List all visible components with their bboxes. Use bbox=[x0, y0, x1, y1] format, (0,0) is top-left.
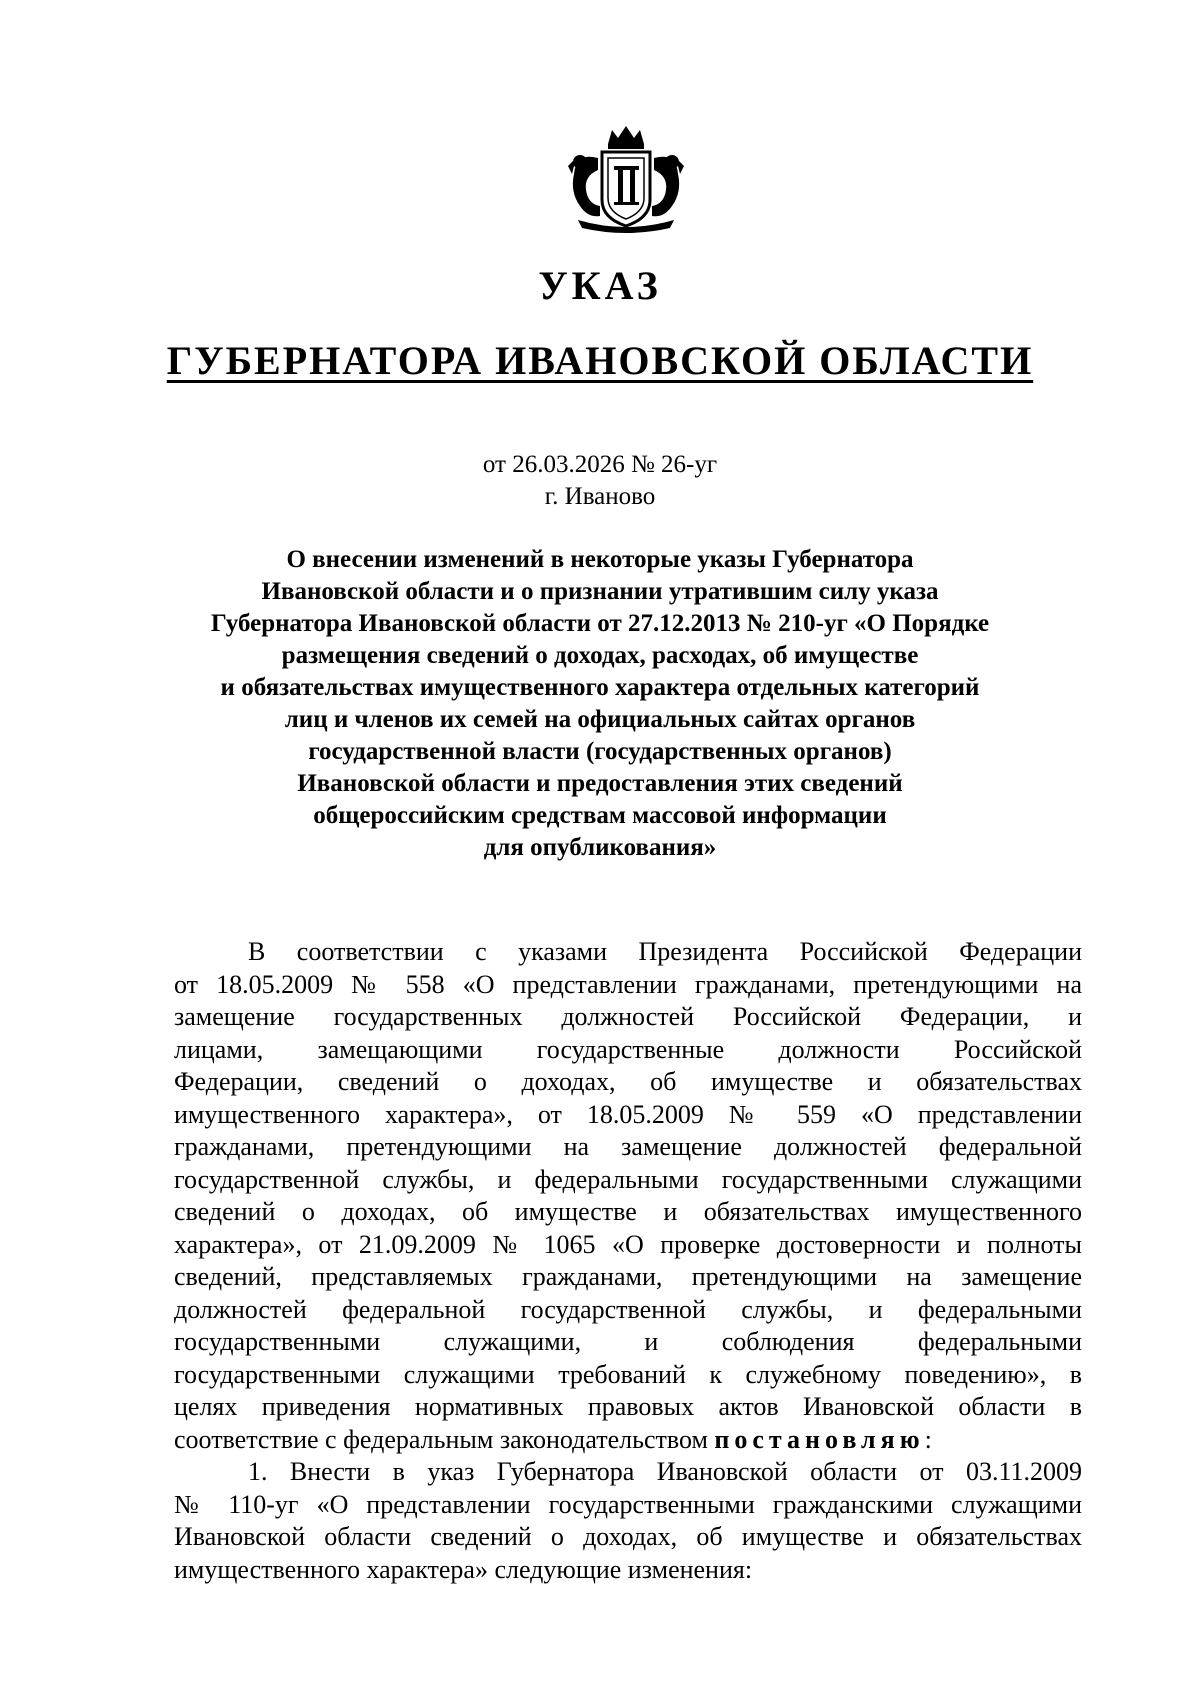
preamble-final-line bbox=[174, 1424, 1082, 1457]
decree-subject bbox=[150, 544, 1050, 864]
resolve-colon: : bbox=[924, 1424, 932, 1454]
preamble-line: В соответствии с указами Президента Российской Федерации bbox=[248, 937, 1082, 966]
preamble-line: сведений о доходах, об имуществе и обязательствах имущественного bbox=[174, 1197, 1082, 1226]
item-1-line: 1. Внести в указ Губернатора Ивановской области от 03.11.2009 bbox=[248, 1457, 1082, 1486]
preamble-line: замещение государственных должностей Российской Федерации, и bbox=[174, 1002, 1082, 1031]
item-1-line: № 110-уг «О представлении государственными гражданскими служащими bbox=[174, 1489, 1082, 1519]
subject-line: для опубликования» bbox=[483, 834, 717, 861]
subject-line: Ивановской области и предоставления этих сведений bbox=[297, 770, 903, 797]
decree-body bbox=[174, 936, 1082, 1586]
resolve-word: постановляю bbox=[714, 1424, 925, 1454]
preamble-line: лицами, замещающими государственные должности Российской bbox=[174, 1034, 1082, 1064]
preamble-line: характера», от 21.09.2009 № 1065 «О проверке достоверности и полноты bbox=[174, 1229, 1082, 1259]
item-1-line: имущественного характера» следующие изменения: bbox=[174, 1554, 753, 1584]
subject-line: и обязательствах имущественного характера отдельных категорий bbox=[220, 674, 980, 701]
preamble-line: Федерации, сведений о доходах, об имуществе и обязательствах bbox=[174, 1067, 1082, 1096]
preamble-line: гражданами, претендующими на замещение должностей федеральной bbox=[174, 1132, 1082, 1161]
subject-line: Ивановской области и о признании утратившим силу указа bbox=[261, 578, 939, 605]
item-1-line: Ивановской области сведений о доходах, об имуществе и обязательствах bbox=[174, 1522, 1082, 1551]
subject-line: общероссийским средствам массовой информации bbox=[313, 802, 887, 829]
preamble-final-text: соответствие с федеральным законодательством bbox=[174, 1424, 708, 1454]
subject-line: О внесении изменений в некоторые указы Губернатора bbox=[286, 546, 914, 573]
preamble-line: от 18.05.2009 № 558 «О представлении гражданами, претендующими на bbox=[174, 969, 1082, 999]
coat-of-arms-icon bbox=[558, 122, 694, 234]
preamble-line: государственными служащими, и соблюдения федеральными bbox=[174, 1327, 1082, 1356]
preamble-line: государственной службы, и федеральными государственными служащими bbox=[174, 1164, 1082, 1194]
preamble-line: целях приведения нормативных правовых актов Ивановской области в bbox=[174, 1392, 1082, 1421]
city: г. Иваново bbox=[544, 483, 656, 510]
preamble-line: государственными служащими требований к служебному поведению», в bbox=[174, 1359, 1082, 1389]
subject-line: лиц и членов их семей на официальных сайтах органов bbox=[284, 706, 916, 733]
subject-line: государственной власти (государственных органов) bbox=[308, 738, 892, 765]
date-and-number: от 26.03.2026 № 26-уг bbox=[482, 451, 718, 478]
subject-line: Губернатора Ивановской области от 27.12.2013 № 210-уг «О Порядке bbox=[210, 610, 990, 637]
preamble-line: имущественного характера», от 18.05.2009 № 559 «О представлении bbox=[174, 1099, 1082, 1129]
issuing-authority-title: ГУБЕРНАТОРА ИВАНОВСКОЙ ОБЛАСТИ bbox=[166, 338, 1034, 383]
preamble-line: сведений, представляемых гражданами, претендующими на замещение bbox=[174, 1262, 1082, 1291]
preamble-line: должностей федеральной государственной службы, и федеральными bbox=[174, 1294, 1082, 1324]
subject-line: размещения сведений о доходах, расходах, об имуществе bbox=[281, 642, 919, 669]
document-type-title: УКАЗ bbox=[538, 263, 662, 308]
